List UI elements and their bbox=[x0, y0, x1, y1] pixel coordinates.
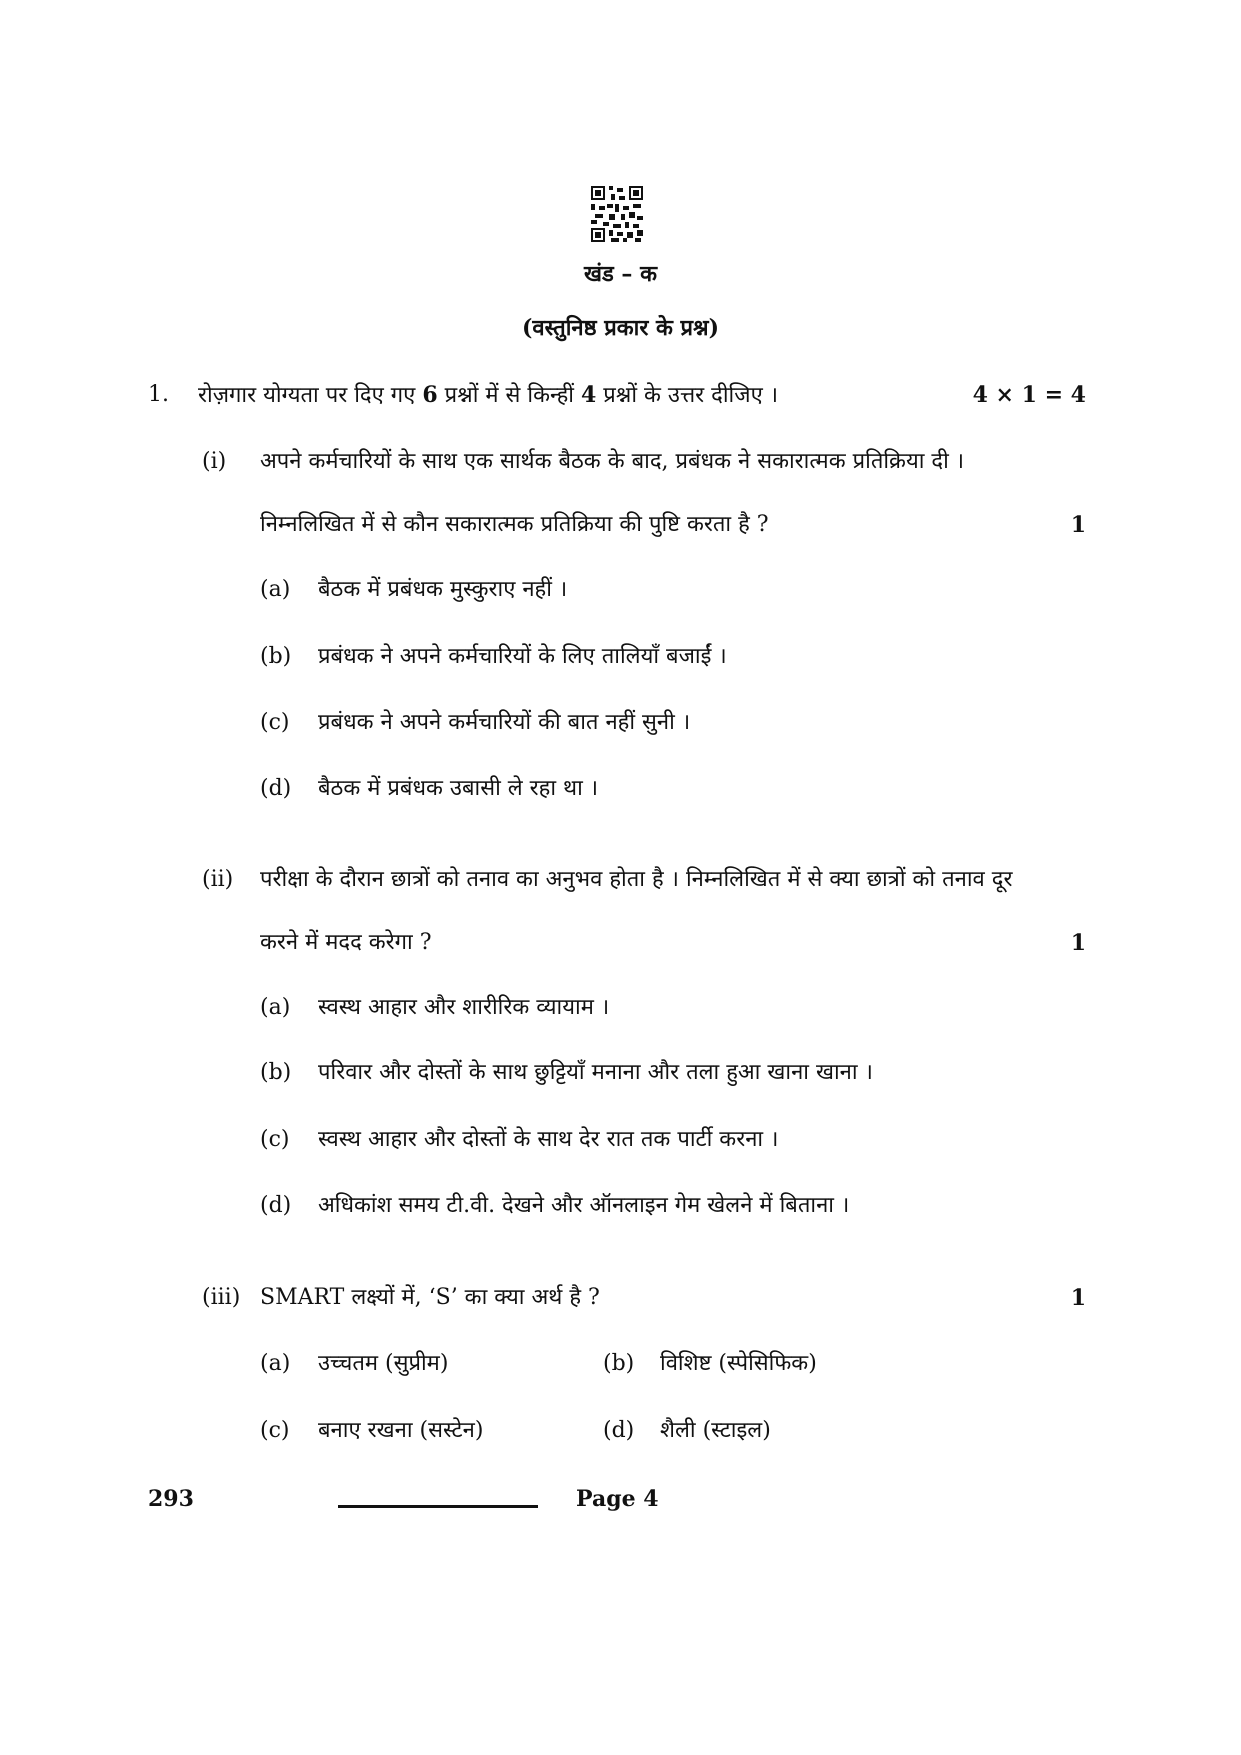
option-text: बैठक में प्रबंधक मुस्कुराए नहीं । bbox=[318, 577, 568, 602]
option-label: (b) bbox=[260, 1060, 292, 1085]
sub-question-text: अपने कर्मचारियों के साथ एक सार्थक बैठक के बाद, प्रबंधक ने सकारात्मक प्रतिक्रिया दी । bbox=[260, 449, 965, 474]
section-title: खंड – क bbox=[584, 261, 657, 287]
option-text: शैली (स्टाइल) bbox=[660, 1418, 771, 1443]
sub-question-marks: 1 bbox=[1070, 512, 1086, 538]
question-marks: 4 × 1 = 4 bbox=[972, 382, 1086, 408]
option-label: (c) bbox=[260, 1418, 290, 1443]
section-subtitle: (वस्तुनिष्ठ प्रकार के प्रश्न) bbox=[521, 315, 720, 341]
sub-question-marks: 1 bbox=[1070, 930, 1086, 956]
option-label: (d) bbox=[260, 1193, 292, 1218]
option-label: (a) bbox=[260, 995, 291, 1020]
question-instruction: रोज़गार योग्यता पर दिए गए 6 प्रश्नों में से किन्हीं 4 प्रश्नों के उत्तर दीजिए । bbox=[198, 382, 779, 408]
option-label: (d) bbox=[260, 776, 292, 801]
question-number: 1. bbox=[148, 382, 169, 407]
option-label: (d) bbox=[603, 1418, 635, 1443]
sub-question-label: (iii) bbox=[202, 1285, 241, 1310]
option-text: अधिकांश समय टी.वी. देखने और ऑनलाइन गेम खेलने में बिताना । bbox=[318, 1193, 850, 1218]
sub-question-text: करने में मदद करेगा ? bbox=[260, 930, 432, 955]
option-text: प्रबंधक ने अपने कर्मचारियों की बात नहीं सुनी । bbox=[318, 710, 691, 735]
option-label: (c) bbox=[260, 710, 290, 735]
option-label: (c) bbox=[260, 1127, 290, 1152]
sub-question-label: (i) bbox=[202, 449, 227, 474]
option-label: (b) bbox=[260, 644, 292, 669]
sub-question-label: (ii) bbox=[202, 867, 234, 892]
sub-question-marks: 1 bbox=[1070, 1285, 1086, 1311]
option-text: बैठक में प्रबंधक उबासी ले रहा था । bbox=[318, 776, 599, 801]
option-text: बनाए रखना (सस्टेन) bbox=[318, 1418, 484, 1443]
option-label: (a) bbox=[260, 577, 291, 602]
option-text: स्वस्थ आहार और दोस्तों के साथ देर रात तक पार्टी करना । bbox=[318, 1127, 779, 1152]
sub-question-text: परीक्षा के दौरान छात्रों को तनाव का अनुभव होता है । निम्नलिखित में से क्या छात्रों को तनाव दूर bbox=[260, 867, 1013, 892]
sub-question-text: निम्नलिखित में से कौन सकारात्मक प्रतिक्रिया की पुष्टि करता है ? bbox=[260, 512, 769, 537]
option-label: (b) bbox=[603, 1351, 635, 1376]
option-text: प्रबंधक ने अपने कर्मचारियों के लिए तालियाँ बजाईं । bbox=[318, 644, 727, 669]
option-text: उच्चतम (सुप्रीम) bbox=[318, 1351, 449, 1376]
option-label: (a) bbox=[260, 1351, 291, 1376]
page-number: Page 4 bbox=[576, 1486, 659, 1512]
qr-code-icon bbox=[591, 186, 643, 242]
footer-divider bbox=[338, 1505, 538, 1508]
sub-question-text: SMART लक्ष्यों में, ‘S’ का क्या अर्थ है ? bbox=[260, 1285, 600, 1310]
option-text: विशिष्ट (स्पेसिफिक) bbox=[660, 1351, 817, 1376]
paper-code: 293 bbox=[148, 1486, 194, 1512]
option-text: स्वस्थ आहार और शारीरिक व्यायाम । bbox=[318, 995, 610, 1020]
option-text: परिवार और दोस्तों के साथ छुट्टियाँ मनाना और तला हुआ खाना खाना । bbox=[318, 1060, 873, 1085]
